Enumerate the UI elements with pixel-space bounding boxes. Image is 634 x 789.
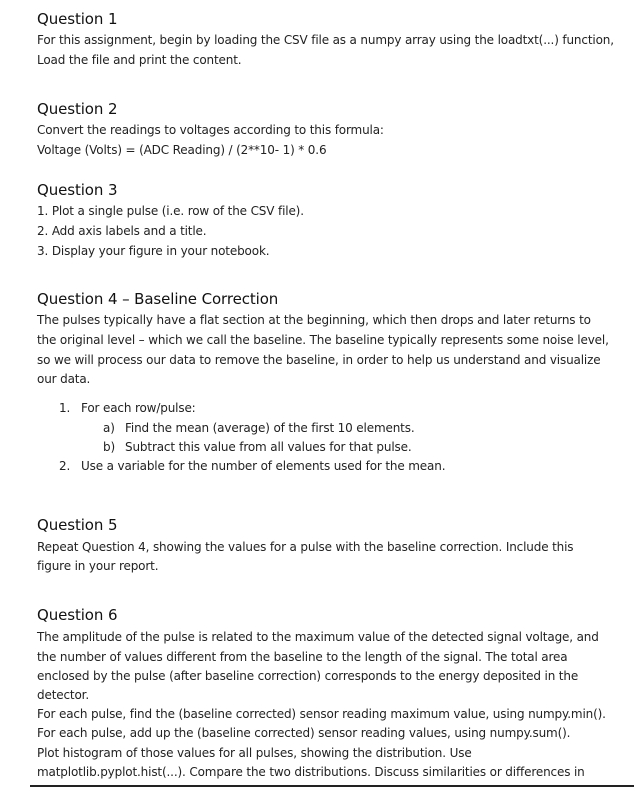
list-number: 2.	[59, 459, 71, 473]
question-6-line-4: detector.	[37, 688, 90, 702]
list-text: For each row/pulse:	[81, 401, 196, 415]
question-3-step-1: 1. Plot a single pulse (i.e. row of the CSV file).	[37, 204, 304, 218]
question-2-formula: Voltage (Volts) = (ADC Reading) / (2**10- 1) * 0.6	[37, 143, 327, 157]
list-letter: a)	[103, 421, 115, 435]
bottom-divider	[30, 785, 634, 787]
question-3-step-3: 3. Display your figure in your notebook.	[37, 244, 270, 258]
question-4-line-2: the original level – which we call the baseline. The baseline typically represents some noise level,	[37, 333, 609, 347]
list-text: Use a variable for the number of elements used for the mean.	[81, 459, 446, 473]
question-6-line-5: For each pulse, find the (baseline corrected) sensor reading maximum value, using numpy.min().	[37, 707, 606, 721]
question-4-list-item-1a	[103, 421, 415, 435]
question-5-line-1: Repeat Question 4, showing the values for a pulse with the baseline correction. Include this	[37, 540, 574, 554]
question-4-line-3: so we will process our data to remove the baseline, in order to help us understand and visualize	[37, 353, 601, 367]
question-3-title: Question 3	[37, 181, 118, 199]
question-6-line-7: Plot histogram of those values for all pulses, showing the distribution. Use	[37, 746, 472, 760]
list-letter: b)	[103, 440, 115, 454]
question-6-line-2: the number of values different from the baseline to the length of the signal. The total area	[37, 650, 568, 664]
question-1-line-2: Load the file and print the content.	[37, 53, 242, 67]
question-6-line-1: The amplitude of the pulse is related to the maximum value of the detected signal voltage, and	[37, 630, 599, 644]
question-2-title: Question 2	[37, 100, 118, 118]
question-6-title: Question 6	[37, 606, 118, 624]
question-6-line-6: For each pulse, add up the (baseline corrected) sensor reading values, using numpy.sum().	[37, 726, 571, 740]
question-4-list-item-1	[59, 401, 196, 415]
list-number: 1.	[59, 401, 71, 415]
question-1-title: Question 1	[37, 10, 118, 28]
list-text: Subtract this value from all values for that pulse.	[125, 440, 412, 454]
question-5-line-2: figure in your report.	[37, 559, 159, 573]
question-1-line-1: For this assignment, begin by loading the CSV file as a numpy array using the loadtxt(...) function,	[37, 33, 614, 47]
question-4-list-item-2	[59, 459, 445, 473]
question-6-line-8: matplotlib.pyplot.hist(...). Compare the two distributions. Discuss similarities or differences in	[37, 765, 585, 779]
question-4-line-1: The pulses typically have a flat section at the beginning, which then drops and later returns to	[37, 313, 591, 327]
question-5-title: Question 5	[37, 516, 118, 534]
question-4-list-item-1b	[103, 440, 412, 454]
question-3-step-2: 2. Add axis labels and a title.	[37, 224, 207, 238]
question-4-title: Question 4 – Baseline Correction	[37, 290, 279, 308]
question-4-line-4: our data.	[37, 372, 91, 386]
question-2-line-1: Convert the readings to voltages according to this formula:	[37, 123, 384, 137]
question-6-line-3: enclosed by the pulse (after baseline correction) corresponds to the energy deposited in the	[37, 669, 579, 683]
list-text: Find the mean (average) of the first 10 elements.	[125, 421, 415, 435]
